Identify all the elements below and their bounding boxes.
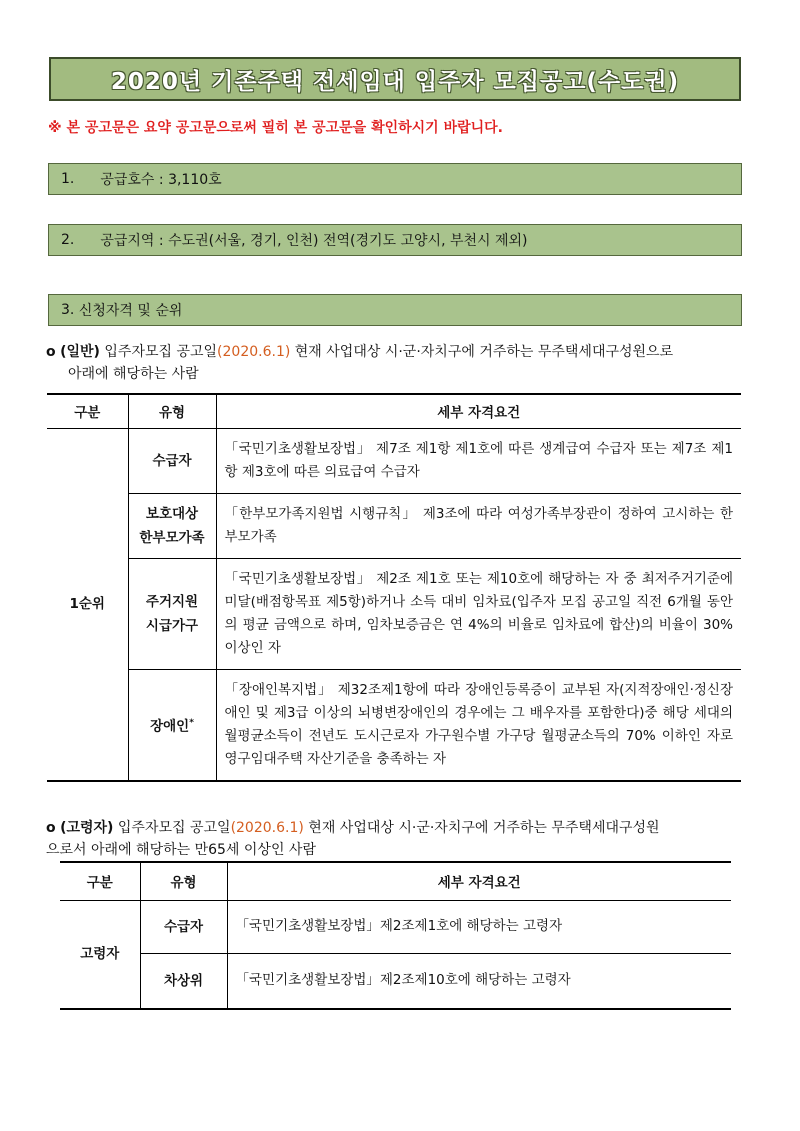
- requirement-cell: 「국민기초생활보장법」 제7조 제1항 제1호에 따른 생계급여 수급자 또는 제7조 제1항 제3호에 따른 의료급여 수급자: [216, 428, 741, 493]
- rank-cell: 1순위: [69, 596, 105, 613]
- notice-text: ※ 본 공고문은 요약 공고문으로써 필히 본 공고문을 확인하시기 바랍니다.: [48, 120, 503, 136]
- footnote-mark: *: [189, 718, 194, 728]
- elderly-intro-line1: [46, 817, 746, 839]
- header-cell: 구분: [60, 862, 140, 900]
- requirement-cell: 「국민기초생활보장법」제2조제1호에 해당하는 고령자: [227, 900, 731, 953]
- general-intro-line2: 아래에 해당하는 사람: [68, 366, 199, 382]
- page-title: 2020년 기존주택 전세임대 입주자 모집공고(수도권): [110, 68, 680, 95]
- elderly-intro: [46, 817, 746, 861]
- table-row: [47, 558, 741, 669]
- bullet: o: [46, 820, 56, 836]
- general-intro-line1: [46, 341, 746, 363]
- category-label: (일반): [60, 344, 100, 360]
- table-header-row: [60, 862, 731, 900]
- type-cell: [128, 558, 216, 669]
- section-text: 공급호수 : 3,110호: [100, 172, 222, 188]
- category-label: (고령자): [60, 820, 114, 836]
- elderly-table: [60, 861, 731, 1010]
- table-row: [47, 493, 741, 558]
- requirement-cell: 「국민기초생활보장법」 제2조 제1호 또는 제10호에 해당하는 자 중 최저주거기준에 미달(배점항목표 제5항)하거나 소득 대비 임차료(입주자 모집 공고일 직전 6개월 동안의 평균 금액으로 하며, 임차보증금은 연 4%의 비율로 임차료에 합산)의 비율이 30% 이상인 자: [216, 558, 741, 669]
- header-cell: 유형: [140, 862, 227, 900]
- section-2-bar: [48, 224, 742, 256]
- type-cell: [128, 669, 216, 781]
- requirement-cell: 「국민기초생활보장법」제2조제10호에 해당하는 고령자: [227, 953, 731, 1009]
- requirement-cell: 「한부모가족지원법 시행규칙」 제3조에 따라 여성가족부장관이 정하여 고시하는 한부모가족: [216, 493, 741, 558]
- section-number: 1.: [61, 171, 75, 187]
- type-line: 시급가구: [145, 617, 199, 634]
- table-row: [47, 428, 741, 493]
- bullet: o: [46, 344, 56, 360]
- title-banner: [49, 57, 741, 101]
- section-number: 3.: [61, 302, 75, 318]
- table-row: [60, 900, 731, 953]
- section-3-bar: [48, 294, 742, 326]
- intro-text: 입주자모집 공고일: [117, 820, 231, 836]
- header-cell: 구분: [47, 394, 128, 428]
- type-line: 한부모가족: [139, 529, 205, 546]
- section-1-bar: [48, 163, 742, 195]
- type-cell: 수급자: [140, 900, 227, 953]
- table-header-row: [47, 394, 741, 428]
- header-cell: 유형: [128, 394, 216, 428]
- general-intro: [46, 341, 746, 385]
- requirement-cell: 「장애인복지법」 제32조제1항에 따라 장애인등록증이 교부된 자(지적장애인·정신장애인 및 제3급 이상의 뇌병변장애인의 경우에는 그 배우자를 포함한다)중 해당 세대의 월평균소득이 전년도 도시근로자 가구원수별 가구당 월평균소득의 70% 이하인 자로 영구임대주택 자산기준을 충족하는 자: [216, 669, 741, 781]
- type-cell: 차상위: [140, 953, 227, 1009]
- type-cell: [128, 493, 216, 558]
- header-cell: 세부 자격요건: [216, 394, 741, 428]
- section-text: 공급지역 : 수도권(서울, 경기, 인천) 전역(경기도 고양시, 부천시 제외): [100, 233, 528, 249]
- type-line: 주거지원: [145, 593, 199, 610]
- section-text: 신청자격 및 순위: [78, 303, 183, 319]
- intro-text: 입주자모집 공고일: [104, 344, 218, 360]
- type-label: 장애인: [150, 718, 190, 735]
- type-line: 보호대상: [145, 505, 199, 522]
- intro-text: 현재 사업대상 시·군·자치구에 거주하는 무주택세대구성원으로: [294, 344, 674, 360]
- general-table: [47, 393, 741, 782]
- announce-date: (2020.6.1): [230, 820, 304, 836]
- type-cell: 수급자: [128, 428, 216, 493]
- announce-date: (2020.6.1): [217, 344, 291, 360]
- rank-cell: 고령자: [80, 946, 120, 963]
- intro-text: 현재 사업대상 시·군·자치구에 거주하는 무주택세대구성원: [308, 820, 660, 836]
- section-number: 2.: [61, 232, 75, 248]
- elderly-intro-line2: 으로서 아래에 해당하는 만65세 이상인 사람: [46, 842, 316, 858]
- table-row: [47, 669, 741, 781]
- header-cell: 세부 자격요건: [227, 862, 731, 900]
- table-row: [60, 953, 731, 1009]
